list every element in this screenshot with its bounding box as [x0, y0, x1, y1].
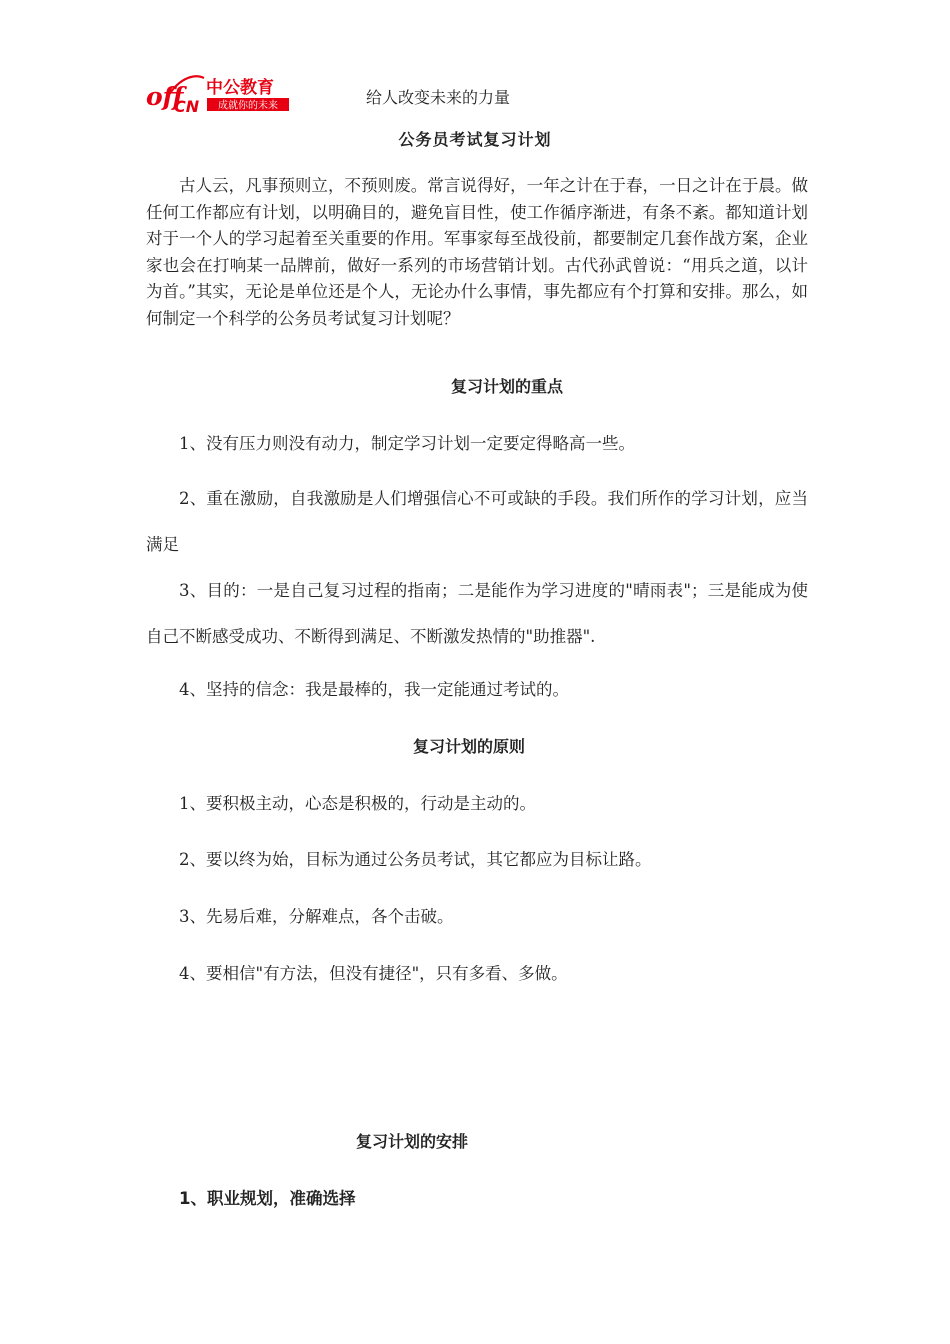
section-heading-principles: 复习计划的原则 [413, 737, 526, 756]
intro-paragraph: 古人云，凡事预则立，不预则废。常言说得好，一年之计在于春，一日之计在于晨。做任何工作都应有计划，以明确目的，避免盲目性，使工作循序渐进，有条不紊。都知道计划对于一个人的学习起着至关重要的作用。军事家每至战役前，都要制定几套作战方案，企业家也会在打响某一品牌前，做好一系列的市场营销计划。古代孙武曾说：“用兵之道，以计为首。”其实，无论是单位还是个人，无论办什么事情，事先都应有个打算和安排。那么，如何制定一个科学的公务员考试复习计划呢？ [146, 176, 808, 328]
section-heading-arrangement: 复习计划的安排 [356, 1132, 469, 1151]
brand-name: 中公教育 [206, 78, 274, 98]
principle-item-2: 2、要以终为始，目标为通过公务员考试，其它都应为目标让路。 [179, 850, 652, 869]
arrangement-item-1: 1、职业规划，准确选择 [179, 1189, 356, 1208]
brand-tagline: 成就你的未来 [218, 100, 278, 112]
principle-item-4: 4、要相信"有方法，但没有捷径"，只有多看、多做。 [179, 964, 568, 983]
offcn-logo-graphic [146, 74, 296, 114]
focus-item-1: 1、没有压力则没有动力，制定学习计划一定要定得略高一些。 [179, 434, 635, 453]
svg-text:CN: CN [174, 97, 200, 114]
focus-item-2: 2、重在激励，自我激励是人们增强信心不可或缺的手段。我们所作的学习计划，应当满足 [146, 489, 808, 554]
focus-item-4: 4、坚持的信念：我是最棒的，我一定能通过考试的。 [179, 680, 569, 699]
focus-item-3: 3、目的：一是自己复习过程的指南；二是能作为学习进度的"晴雨表"；三是能成为使自己不断感受成功、不断得到满足、不断激发热情的"助推器". [146, 581, 808, 646]
principle-item-1: 1、要积极主动，心态是积极的，行动是主动的。 [179, 794, 536, 813]
header-slogan: 给人改变未来的力量 [366, 88, 511, 107]
svg-text:off: off [146, 82, 184, 111]
principle-item-3: 3、先易后难，分解难点，各个击破。 [179, 907, 454, 926]
page-header [146, 74, 806, 114]
offcn-logo [146, 74, 296, 114]
section-heading-focus: 复习计划的重点 [451, 377, 564, 396]
document-title: 公务员考试复习计划 [398, 130, 552, 149]
